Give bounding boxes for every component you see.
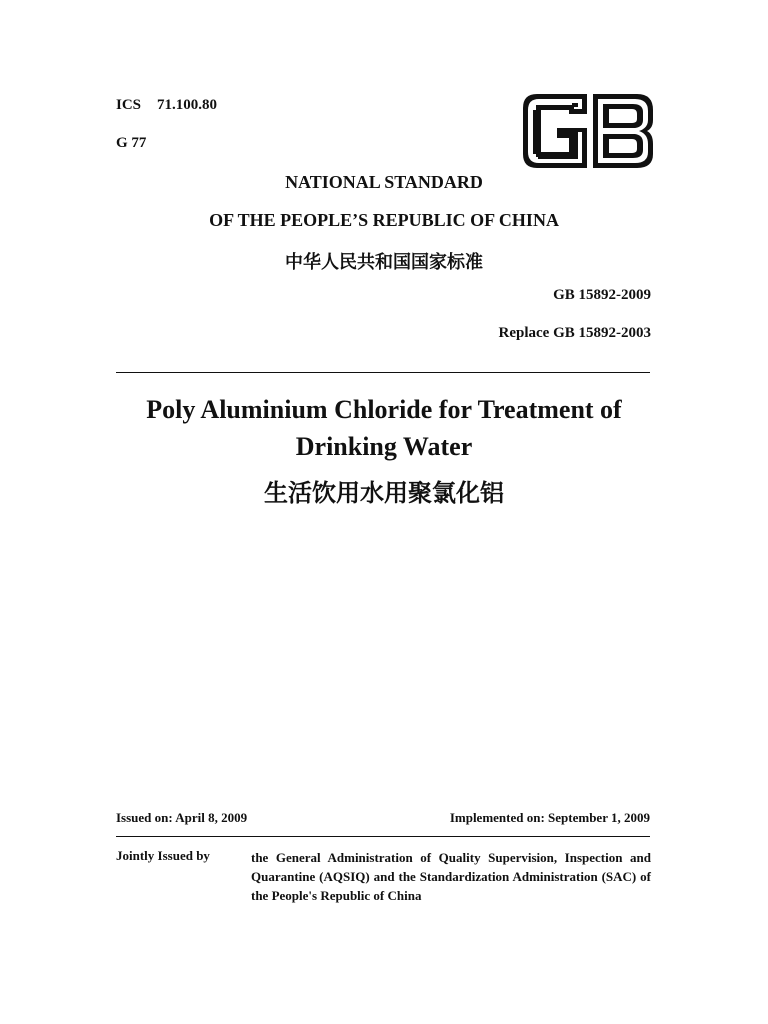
standard-number: GB 15892-2009	[553, 287, 651, 303]
horizontal-divider	[116, 836, 650, 837]
ccs-code: G 77	[116, 135, 147, 151]
replaces-standard: Replace GB 15892-2003	[498, 325, 651, 341]
issuing-authorities: the General Administration of Quality Supervision, Inspection and Quarantine (AQSIQ) and the Standardization Administration (SAC) of the People's Republic of China	[251, 850, 651, 903]
issued-date: Issued on: April 8, 2009	[116, 810, 248, 825]
gb-standard-logo	[519, 90, 657, 172]
horizontal-divider	[116, 372, 650, 373]
ics-label: ICS	[116, 97, 142, 113]
document-title-line1: Poly Aluminium Chloride for Treatment of	[146, 395, 622, 424]
jointly-issued-label: Jointly Issued by	[116, 848, 210, 863]
standard-title-line2: OF THE PEOPLE’S REPUBLIC OF CHINA	[209, 210, 559, 230]
implemented-date: Implemented on: September 1, 2009	[449, 810, 650, 825]
standard-title-line1: NATIONAL STANDARD	[285, 172, 483, 192]
standard-title-chinese: 中华人民共和国国家标准	[285, 252, 483, 273]
ics-classification	[116, 97, 217, 114]
document-title-line2: Drinking Water	[295, 432, 473, 461]
ics-code: 71.100.80	[157, 97, 218, 113]
document-title-chinese: 生活饮用水用聚氯化铝	[264, 479, 504, 507]
